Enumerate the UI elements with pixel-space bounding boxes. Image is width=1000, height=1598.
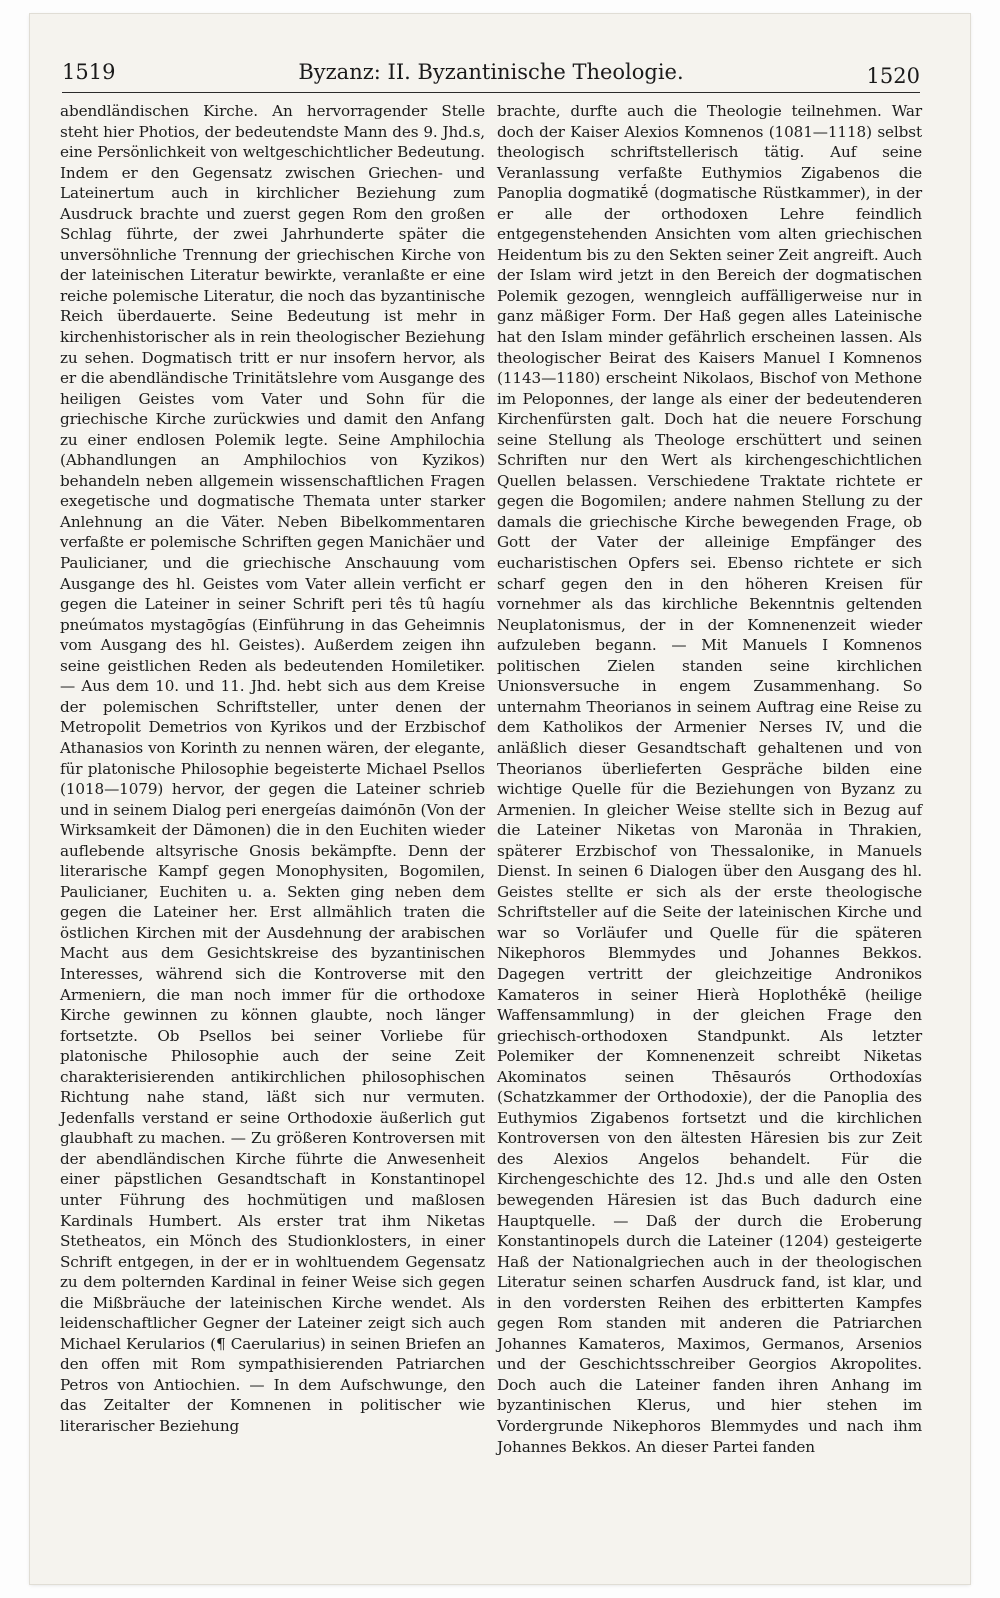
- page-header: [62, 60, 920, 92]
- right-column-paragraph: brachte, durfte auch die Theologie teilnehmen. War doch der Kaiser Alexios Komnenos (1081—1118) selbst theologisch schriftstellerisch tätig. Auf seine Veranlassung verfaßte Euthymios Zigabenos die Panoplia dogmatikḗ (dogmatische Rüstkammer), in der er alle der orthodoxen Lehre feindlich entgegenstehenden Ansichten vom alten griechischen Heidentum bis zu den Sekten seiner Zeit angreift. Auch der Islam wird jetzt in den Bereich der dogmatischen Polemik gezogen, wenngleich auffälligerweise nur in ganz mäßiger Form. Der Haß gegen alles Lateinische hat den Islam minder gefährlich erscheinen lassen. Als theologischer Beirat des Kaisers Manuel I Komnenos (1143—1180) erscheint Nikolaos, Bischof von Methone im Peloponnes, der lange als einer der bedeutenderen Kirchenfürsten galt. Doch hat die neuere Forschung seine Stellung als Theologe erschüttert und seinen Schriften nur den Wert als kirchengeschichtlichen Quellen belassen. Verschiedene Traktate richtete er gegen die Bogomilen; andere nahmen Stellung zu der damals die griechische Kirche bewegenden Frage, ob Gott der Vater der alleinige Empfänger des eucharistischen Opfers sei. Ebenso richtete er sich scharf gegen den in den höheren Kreisen für vornehmer als das kirchliche Bekenntnis geltenden Neuplatonismus, der in der Komnenenzeit wieder aufzuleben begann. — Mit Manuels I Komnenos politischen Zielen standen seine kirchlichen Unionsversuche in engem Zusammenhang. So unternahm Theorianos in seinem Auftrag eine Reise zu dem Katholikos der Armenier Nerses IV, und die anläßlich dieser Gesandtschaft gehaltenen und von Theorianos überlieferten Gespräche bilden eine wichtige Quelle für die Beziehungen von Byzanz zu Armenien. In gleicher Weise stellte sich in Bezug auf die Lateiner Niketas von Maronäa in Thrakien, späterer Erzbischof von Thessalonike, in Manuels Dienst. In seinen 6 Dialogen über den Ausgang des hl. Geistes stellte er sich als der erste theologische Schriftsteller auf die Seite der lateinischen Kirche und war so Vorläufer und Quelle für die späteren Nikephoros Blemmydes und Johannes Bekkos. Dagegen vertritt der gleichzeitige Andronikos Kamateros in seiner Hierà Hoplothḗkē (heilige Waffensammlung) in der gleichen Frage den griechisch-orthodoxen Standpunkt. Als letzter Polemiker der Komnenenzeit schreibt Niketas Akominatos seinen Thēsaurós Orthodoxías (Schatzkammer der Orthodoxie), der die Panoplia des Euthymios Zigabenos fortsetzt und die kirchlichen Kontroversen von den ältesten Häresien bis zur Zeit des Alexios Angelos behandelt. Für die Kirchengeschichte des 12. Jhd.s und alle den Osten bewegenden Häresien ist das Buch dadurch eine Hauptquelle. — Daß der durch die Eroberung Konstantinopels durch die Lateiner (1204) gesteigerte Haß der Nationalgriechen auch in der theologischen Literatur seinen scharfen Ausdruck fand, ist klar, und in den vordersten Reihen des erbitterten Kampfes gegen Rom standen mit anderen die Patriarchen Johannes Kamateros, Maximos, Germanos, Arsenios und der Geschichtsschreiber Georgios Akropolites. Doch auch die Lateiner fanden ihren Anhang im byzantinischen Klerus, und hier stehen im Vordergrunde Nikephoros Blemmydes und nach ihm Johannes Bekkos. An dieser Partei fanden: [497, 102, 922, 1456]
- left-page-number: 1519: [62, 60, 116, 84]
- left-text-column: [60, 101, 485, 1437]
- right-text-column: [497, 101, 922, 1457]
- running-title: Byzanz: II. Byzantinische Theologie.: [298, 60, 684, 84]
- header-rule: [62, 92, 920, 93]
- left-column-paragraph: abendländischen Kirche. An hervorragender Stelle steht hier Photios, der bedeutendste Mann des 9. Jhd.s, eine Persönlichkeit von weltgeschichtlicher Bedeutung. Indem er den Gegensatz zwischen Griechen- und Lateinertum auch in kirchlicher Beziehung zum Ausdruck brachte und zuerst gegen Rom den großen Schlag führte, der zwei Jahrhunderte später die unversöhnliche Trennung der griechischen Kirche von der lateinischen Literatur bewirkte, veranlaßte er eine reiche polemische Literatur, die noch das byzantinische Reich überdauerte. Seine Bedeutung ist mehr in kirchenhistorischer als in rein theologischer Beziehung zu sehen. Dogmatisch tritt er nur insofern hervor, als er die abendländische Trinitätslehre vom Ausgange des heiligen Geistes vom Vater und Sohn für die griechische Kirche zurückwies und damit den Anfang zu einer endlosen Polemik legte. Seine Amphilochia (Abhandlungen an Amphilochios von Kyzikos) behandeln neben allgemein wissenschaftlichen Fragen exegetische und dogmatische Themata unter starker Anlehnung an die Väter. Neben Bibelkommentaren verfaßte er polemische Schriften gegen Manichäer und Paulicianer, und die griechische Anschauung vom Ausgange des hl. Geistes vom Vater allein verficht er gegen die Lateiner in seiner Schrift peri tês tû hagíu pneúmatos mystagōgías (Einführung in das Geheimnis vom Ausgang des hl. Geistes). Außerdem zeigen ihn seine geistlichen Reden als bedeutenden Homiletiker. — Aus dem 10. und 11. Jhd. hebt sich aus dem Kreise der polemischen Schriftsteller, unter denen der Metropolit Demetrios von Kyrikos und der Erzbischof Athanasios von Korinth zu nennen wären, der elegante, für platonische Philosophie begeisterte Michael Psellos (1018—1079) hervor, der gegen die Lateiner schrieb und in seinem Dialog peri energeías daimónōn (Von der Wirksamkeit der Dämonen) die in den Euchiten wieder auflebende altsyrische Gnosis bekämpfte. Denn der literarische Kampf gegen Monophysiten, Bogomilen, Paulicianer, Euchiten u. a. Sekten ging neben dem gegen die Lateiner her. Erst allmählich traten die östlichen Kirchen mit der Ausdehnung der arabischen Macht aus dem Gesichtskreise des byzantinischen Interesses, während sich die Kontroverse mit den Armeniern, die man noch immer für die orthodoxe Kirche gewinnen zu können glaubte, noch länger fortsetzte. Ob Psellos bei seiner Vorliebe für platonische Philosophie auch der seine Zeit charakterisierenden antikirchlichen philosophischen Richtung nahe stand, läßt sich nur vermuten. Jedenfalls verstand er seine Orthodoxie äußerlich gut glaubhaft zu machen. — Zu größeren Kontroversen mit der abendländischen Kirche führte die Anwesenheit einer päpstlichen Gesandtschaft in Konstantinopel unter Führung des hochmütigen und maßlosen Kardinals Humbert. Als erster trat ihm Niketas Stetheatos, ein Mönch des Studionklosters, in einer Schrift entgegen, in der er in wohltuendem Gegensatz zu dem polternden Kardinal in feiner Weise sich gegen die Mißbräuche der lateinischen Kirche wendet. Als leidenschaftlicher Gegner der Lateiner zeigt sich auch Michael Kerularios (¶ Caerularius) in seinen Briefen an den offen mit Rom sympathisierenden Patriarchen Petros von Antiochien. — In dem Aufschwunge, den das Zeitalter der Komnenen in politischer wie literarischer Beziehung: [60, 102, 485, 1435]
- right-page-number: 1520: [866, 64, 920, 88]
